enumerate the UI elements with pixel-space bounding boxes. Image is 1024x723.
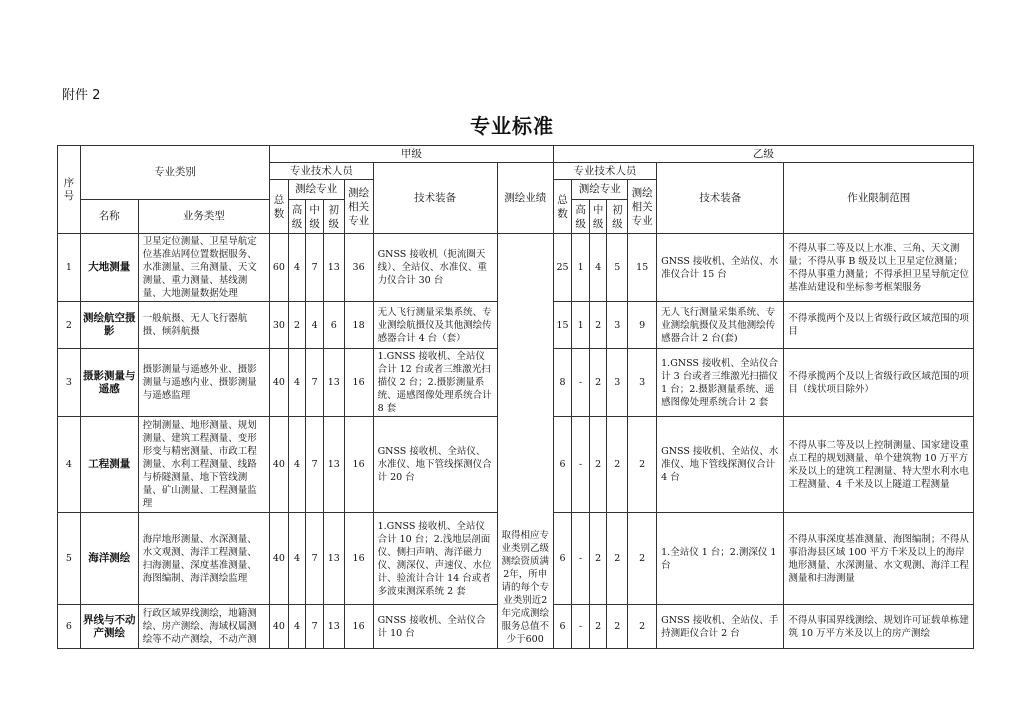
scope: 不得承揽两个及以上省级行政区域范围的项目 [784, 302, 974, 349]
a-junior: 13 [323, 417, 344, 513]
a-total: 40 [270, 605, 289, 649]
b-junior: 2 [607, 417, 628, 513]
b-related: 2 [628, 605, 657, 649]
b-senior: - [572, 513, 590, 605]
a-total: 30 [270, 302, 289, 349]
header-grade-a: 甲级 [270, 146, 554, 163]
b-equipment: GNSS 接收机、全站仪、水准仪合计 15 台 [657, 234, 784, 302]
header-business-type: 业务类型 [138, 200, 269, 234]
a-junior: 13 [323, 605, 344, 649]
header-b-staff: 专业技术人员 [553, 163, 656, 180]
a-related: 16 [344, 417, 373, 513]
b-total: 6 [553, 417, 572, 513]
row-name: 工程测量 [80, 417, 138, 513]
b-middle: 2 [589, 417, 607, 513]
b-equipment: 无人飞行测量采集系统、专业测绘航摄仪及其他测绘传感器合计 2 台(套) [657, 302, 784, 349]
row-business: 一般航摄、无人飞行器航摄、倾斜航摄 [138, 302, 269, 349]
row-business: 行政区域界线测绘，地籍测绘、房产测绘、海域权属测绘等不动产测绘，不动产测 [138, 605, 269, 649]
header-b-senior: 高级 [572, 200, 590, 234]
a-performance: 取得相应专业类别乙级测绘资质满2年，所申请的每个专业类别近2年完成测绘服务总值不少于600 [497, 234, 553, 649]
a-total: 40 [270, 349, 289, 417]
a-middle: 7 [306, 605, 324, 649]
header-a-staff: 专业技术人员 [270, 163, 373, 180]
a-equipment: GNSS 接收机（扼流圈天线）、全站仪、水准仪、重力仪合计 30 台 [373, 234, 497, 302]
b-total: 25 [553, 234, 572, 302]
header-a-survey-major: 测绘专业 [288, 180, 344, 200]
b-senior: - [572, 349, 590, 417]
scope: 不得从事深度基准测量、海图编制；不得从事沿海县区域 100 平方千米及以上的海岸地形测量、水深测量、水文观测、海洋工程测量和扫海测量 [784, 513, 974, 605]
row-no: 2 [58, 302, 81, 349]
a-equipment: 1.GNSS 接收机、全站仪合计 12 台或者三维激光扫描仪 2 台；2.摄影测量系统、遥感图像处理系统合计 8 套 [373, 349, 497, 417]
b-equipment: GNSS 接收机、全站仪、水准仪、地下管线探测仪合计 4 台 [657, 417, 784, 513]
a-middle: 4 [306, 302, 324, 349]
a-junior: 13 [323, 349, 344, 417]
row-name: 海洋测绘 [80, 513, 138, 605]
header-category: 专业类别 [80, 146, 269, 200]
header-seq: 序号 [58, 146, 81, 234]
standards-table [57, 145, 974, 649]
a-total: 60 [270, 234, 289, 302]
a-middle: 7 [306, 417, 324, 513]
a-senior: 4 [288, 417, 306, 513]
header-scope: 作业限制范围 [784, 163, 974, 234]
header-b-survey-major: 测绘专业 [572, 180, 628, 200]
a-related: 16 [344, 349, 373, 417]
b-junior: 3 [607, 349, 628, 417]
header-a-equipment: 技术装备 [373, 163, 497, 234]
a-related: 16 [344, 605, 373, 649]
b-total: 15 [553, 302, 572, 349]
a-related: 36 [344, 234, 373, 302]
b-middle: 2 [589, 513, 607, 605]
header-grade-b: 乙级 [553, 146, 973, 163]
row-no: 3 [58, 349, 81, 417]
table-row [58, 234, 974, 302]
document-title: 专业标准 [470, 114, 554, 138]
row-business: 海岸地形测量、水深测量、水文观测、海洋工程测量、扫海测量、深度基准测量、海图编制、海洋测绘监理 [138, 513, 269, 605]
a-equipment: GNSS 接收机、全站仪、水准仪、地下管线探测仪合计 20 台 [373, 417, 497, 513]
a-junior: 13 [323, 234, 344, 302]
a-middle: 7 [306, 234, 324, 302]
a-junior: 6 [323, 302, 344, 349]
b-middle: 2 [589, 302, 607, 349]
header-b-junior: 初级 [607, 200, 628, 234]
row-name: 摄影测量与遥感 [80, 349, 138, 417]
b-middle: 2 [589, 349, 607, 417]
a-senior: 4 [288, 234, 306, 302]
b-junior: 2 [607, 605, 628, 649]
header-b-middle: 中级 [589, 200, 607, 234]
b-equipment: 1.全站仪 1 台；2.测深仪 1 台 [657, 513, 784, 605]
a-related: 18 [344, 302, 373, 349]
row-name: 测绘航空摄影 [80, 302, 138, 349]
b-related: 2 [628, 417, 657, 513]
header-a-senior: 高级 [288, 200, 306, 234]
row-no: 5 [58, 513, 81, 605]
a-total: 40 [270, 513, 289, 605]
b-junior: 3 [607, 302, 628, 349]
b-total: 8 [553, 349, 572, 417]
header-b-related: 测绘相关专业 [628, 180, 657, 234]
a-senior: 4 [288, 513, 306, 605]
header-a-performance: 测绘业绩 [497, 163, 553, 234]
row-name: 界线与不动产测绘 [80, 605, 138, 649]
a-middle: 7 [306, 513, 324, 605]
a-senior: 4 [288, 605, 306, 649]
a-equipment: GNSS 接收机、全站仪合计 10 台 [373, 605, 497, 649]
scope: 不得从事二等及以上控制测量、国家建设重点工程的规划测量、单个建筑物 10 万平方米及以上的建筑工程测量、特大型水利水电工程测量、4 千米及以上隧道工程测量 [784, 417, 974, 513]
header-a-middle: 中级 [306, 200, 324, 234]
a-total: 40 [270, 417, 289, 513]
b-total: 6 [553, 513, 572, 605]
b-junior: 5 [607, 234, 628, 302]
row-business: 卫星定位测量、卫星导航定位基准站网位置数据服务、水准测量、三角测量、天文测量、重力测量、基线测量、大地测量数据处理 [138, 234, 269, 302]
b-senior: 1 [572, 302, 590, 349]
b-total: 6 [553, 605, 572, 649]
b-related: 3 [628, 349, 657, 417]
b-equipment: GNSS 接收机、全站仪、手持测距仪合计 2 台 [657, 605, 784, 649]
a-equipment: 无人飞行测量采集系统、专业测绘航摄仪及其他测绘传感器合计 4 台（套） [373, 302, 497, 349]
attachment-label: 附件 2 [62, 88, 101, 103]
b-middle: 4 [589, 234, 607, 302]
b-related: 9 [628, 302, 657, 349]
row-business: 控制测量、地形测量、规划测量、建筑工程测量、变形形变与精密测量、市政工程测量、水利工程测量、线路与桥隧测量、地下管线测量、矿山测量、工程测量监理 [138, 417, 269, 513]
header-b-equipment: 技术装备 [657, 163, 784, 234]
scope: 不得承揽两个及以上省级行政区域范围的项目（线状项目除外） [784, 349, 974, 417]
row-business: 摄影测量与遥感外业、摄影测量与遥感内业、摄影测量与遥感监理 [138, 349, 269, 417]
a-junior: 13 [323, 513, 344, 605]
b-senior: 1 [572, 234, 590, 302]
a-senior: 4 [288, 349, 306, 417]
row-name: 大地测量 [80, 234, 138, 302]
b-related: 2 [628, 513, 657, 605]
row-no: 1 [58, 234, 81, 302]
b-equipment: 1.GNSS 接收机、全站仪合计 3 台或者三维激光扫描仪 1 台；2.摄影测量系统、遥感图像处理系统合计 2 套 [657, 349, 784, 417]
a-related: 16 [344, 513, 373, 605]
a-senior: 2 [288, 302, 306, 349]
header-a-total: 总数 [270, 180, 289, 234]
b-middle: 2 [589, 605, 607, 649]
header-a-junior: 初级 [323, 200, 344, 234]
row-no: 4 [58, 417, 81, 513]
b-junior: 2 [607, 513, 628, 605]
header-a-related: 测绘相关专业 [344, 180, 373, 234]
a-middle: 7 [306, 349, 324, 417]
a-equipment: 1.GNSS 接收机、全站仪合计 10 台；2.浅地层剖面仪、侧扫声呐、海洋磁力仪、测深仪、声速仪、水位计、验流计合计 14 台或者多波束测深系统 2 套 [373, 513, 497, 605]
b-related: 15 [628, 234, 657, 302]
scope: 不得从事国界线测绘、规划许可证载单栋建筑 10 万平方米及以上的房产测绘 [784, 605, 974, 649]
row-no: 6 [58, 605, 81, 649]
scope: 不得从事二等及以上水准、三角、天文测量；不得从事 B 级及以上卫星定位测量；不得从事重力测量；不得承担卫星导航定位基准站建设和坐标参考框架服务 [784, 234, 974, 302]
header-name: 名称 [80, 200, 138, 234]
header-b-total: 总数 [553, 180, 572, 234]
b-senior: - [572, 605, 590, 649]
b-senior: - [572, 417, 590, 513]
